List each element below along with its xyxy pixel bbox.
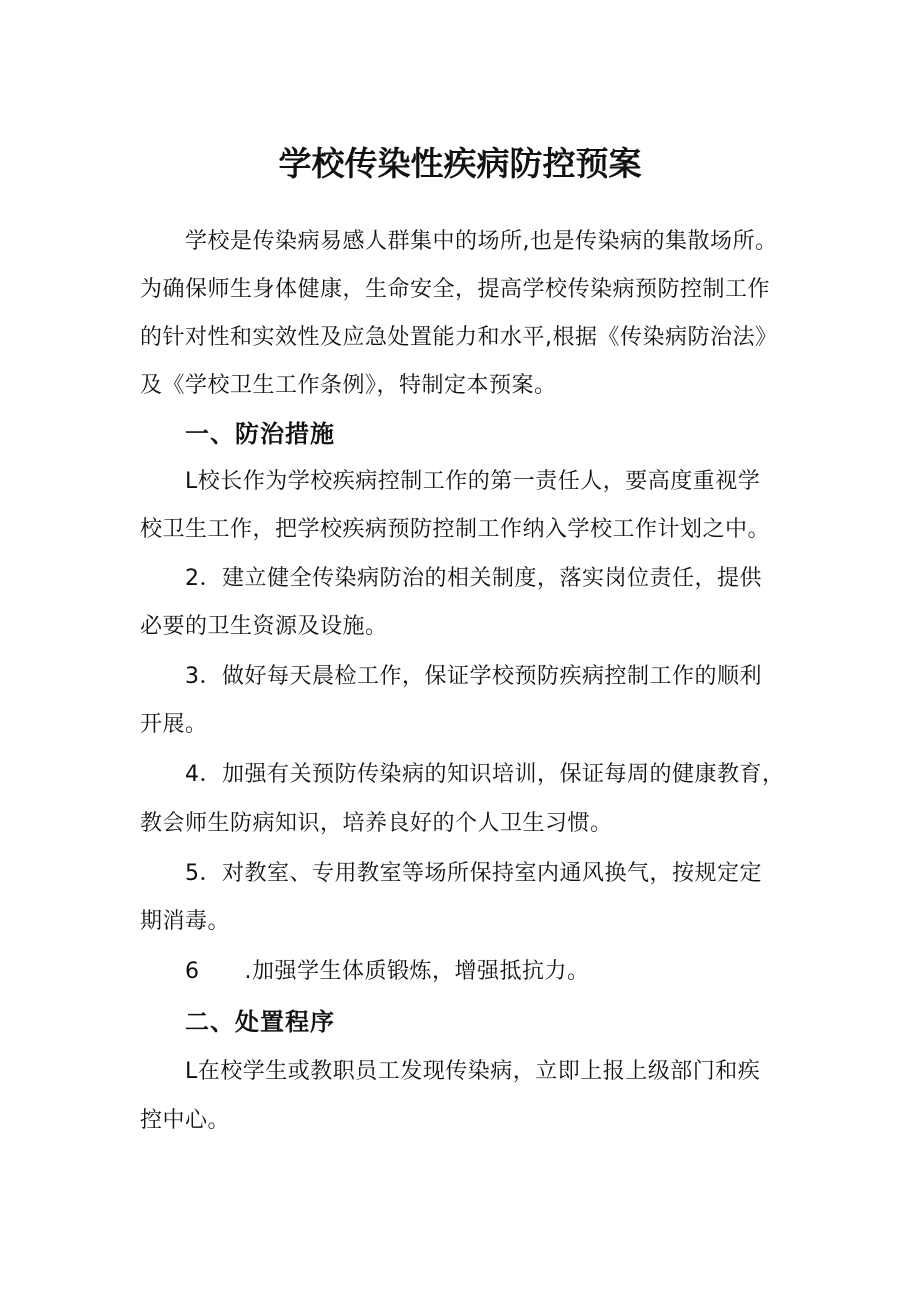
measure-6-line-1: 6 .加强学生体质锻炼，增强抵抗力。: [185, 959, 590, 984]
intro-line-3: 的针对性和实效性及应急处置能力和水平,根据《传染病防治法》: [140, 325, 778, 350]
procedure-1-line-1: L在校学生或教职员工发现传染病，立即上报上级部门和疾: [185, 1059, 761, 1084]
measure-4-line-2: 教会师生防病知识，培养良好的个人卫生习惯。: [140, 811, 613, 836]
measure-2-line-2: 必要的卫生资源及设施。: [140, 614, 388, 639]
measure-5-line-2: 期消毒。: [140, 909, 231, 934]
intro-line-2: 为确保师生身体健康，生命安全，提高学校传染病预防控制工作: [140, 277, 771, 302]
measure-3-line-1: 3．做好每天晨检工作，保证学校预防疾病控制工作的顺利: [185, 664, 762, 689]
section-heading-procedure: 二、处置程序: [185, 1008, 335, 1036]
measure-1-line-2: 校卫生工作，把学校疾病预防控制工作纳入学校工作计划之中。: [140, 517, 771, 542]
measure-5-line-1: 5．对教室、专用教室等场所保持室内通风换气，按规定定: [185, 861, 762, 886]
procedure-1-line-2: 控中心。: [140, 1108, 231, 1133]
measure-3-line-2: 开展。: [140, 712, 208, 737]
document-title: 学校传染性疾病防控预案: [278, 144, 642, 183]
measure-2-line-1: 2．建立健全传染病防治的相关制度，落实岗位责任，提供: [185, 566, 762, 591]
intro-line-4: 及《学校卫生工作条例》，特制定本预案。: [140, 373, 557, 398]
intro-line-1: 学校是传染病易感人群集中的场所,也是传染病的集散场所。: [185, 229, 778, 254]
section-heading-measures: 一、防治措施: [185, 420, 335, 448]
measure-4-line-1: 4．加强有关预防传染病的知识培训，保证每周的健康教育，: [185, 762, 785, 787]
measure-1-line-1: L校长作为学校疾病控制工作的第一责任人，要高度重视学: [185, 469, 761, 494]
